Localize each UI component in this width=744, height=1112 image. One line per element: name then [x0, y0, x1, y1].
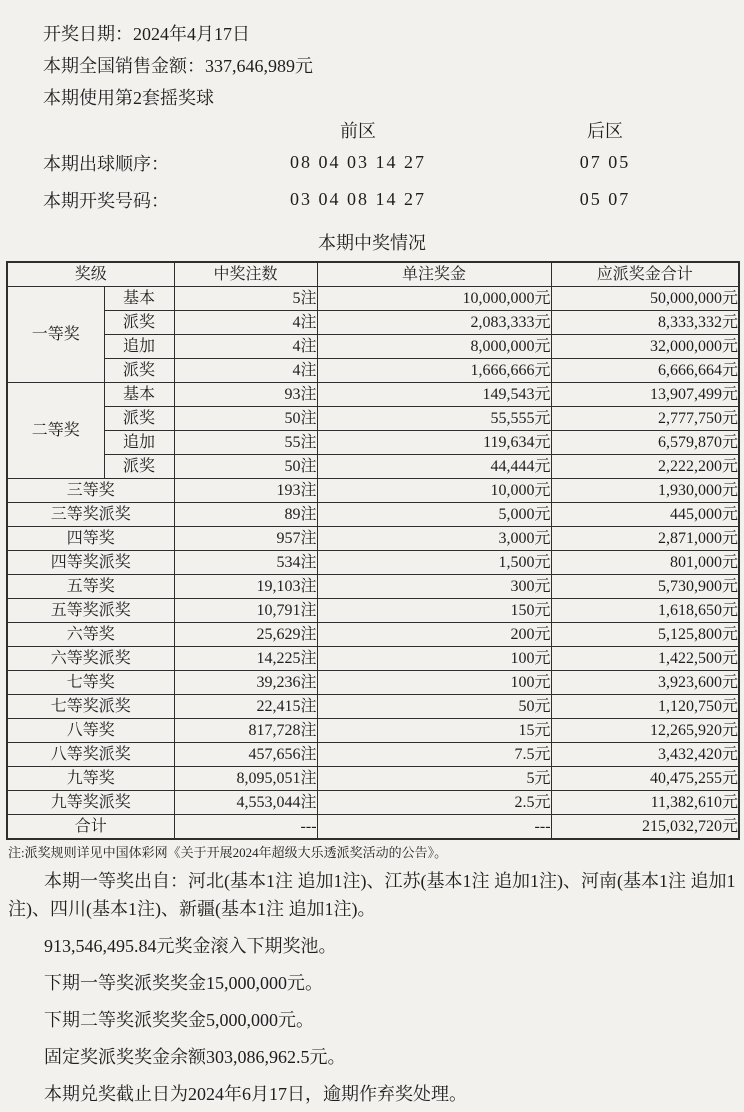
- prize-level-cell: 三等奖: [7, 479, 174, 503]
- table-header-row: [7, 262, 739, 287]
- sub-type-cell: 派奖: [104, 407, 174, 431]
- zone-head-gap: [483, 116, 520, 144]
- prize-level-cell: 四等奖: [7, 527, 174, 551]
- count-cell: 10,791注: [174, 599, 317, 623]
- ball-order-label: 本期出球顺序：: [43, 153, 169, 174]
- count-cell: 817,728注: [174, 719, 317, 743]
- total-cell: 2,777,750元: [551, 407, 739, 431]
- table-row: [7, 791, 739, 815]
- header-count: 中奖注数: [174, 262, 317, 287]
- total-cell: 11,382,610元: [551, 791, 739, 815]
- ball-set-line: 本期使用第2套摇奖球: [43, 88, 214, 108]
- draw-numbers-front: 03 04 08 14 27: [290, 189, 426, 209]
- table-row: [7, 575, 739, 599]
- header-total: 应派奖金合计: [551, 262, 739, 287]
- prize-cell: 150元: [317, 599, 551, 623]
- prize-cell: 5元: [317, 767, 551, 791]
- table-row: [7, 335, 739, 359]
- zones-section: [6, 116, 738, 218]
- ball-order-back-numbers: 07 05: [579, 152, 631, 172]
- table-row: [7, 407, 739, 431]
- prize-cell: 15元: [317, 719, 551, 743]
- prize-cell: 55,555元: [317, 407, 551, 431]
- total-cell: 1,930,000元: [551, 479, 739, 503]
- count-cell: 14,225注: [174, 647, 317, 671]
- table-row: [7, 695, 739, 719]
- draw-numbers-back: 05 07: [579, 189, 631, 209]
- count-cell: 50注: [174, 407, 317, 431]
- total-cell: 215,032,720元: [551, 815, 739, 840]
- prize-level-cell: 六等奖派奖: [7, 647, 174, 671]
- total-cell: 5,730,900元: [551, 575, 739, 599]
- prize-level-cell: 一等奖: [7, 287, 104, 383]
- prize-cell: 10,000元: [317, 479, 551, 503]
- table-row: [7, 455, 739, 479]
- front-zone-label: 前区: [340, 121, 376, 141]
- table-row: [7, 311, 739, 335]
- total-cell: 445,000元: [551, 503, 739, 527]
- table-row: [7, 599, 739, 623]
- prize-level-cell: 九等奖派奖: [7, 791, 174, 815]
- prize-cell: 1,666,666元: [317, 359, 551, 383]
- count-cell: 39,236注: [174, 671, 317, 695]
- prize-cell: 8,000,000元: [317, 335, 551, 359]
- total-cell: 13,907,499元: [551, 383, 739, 407]
- total-cell: 3,432,420元: [551, 743, 739, 767]
- total-cell: 32,000,000元: [551, 335, 739, 359]
- prize-cell: 50元: [317, 695, 551, 719]
- prize-cell: 200元: [317, 623, 551, 647]
- table-row: [7, 743, 739, 767]
- table-row: [7, 431, 739, 455]
- prize-level-cell: 合计: [7, 815, 174, 840]
- prize-level-cell: 七等奖派奖: [7, 695, 174, 719]
- count-cell: 5注: [174, 287, 317, 311]
- sub-type-cell: 追加: [104, 431, 174, 455]
- total-cell: 6,666,664元: [551, 359, 739, 383]
- prize-cell: 3,000元: [317, 527, 551, 551]
- total-cell: 2,222,200元: [551, 455, 739, 479]
- prize-cell: ---: [317, 815, 551, 840]
- zone-head-spacer: [6, 116, 233, 144]
- total-cell: 5,125,800元: [551, 623, 739, 647]
- draw-date-line: 开奖日期：2024年4月17日: [43, 24, 250, 44]
- total-cell: 12,265,920元: [551, 719, 739, 743]
- count-cell: 957注: [174, 527, 317, 551]
- table-row: [7, 719, 739, 743]
- prize-table-title: 本期中奖情况: [318, 233, 426, 253]
- count-cell: 55注: [174, 431, 317, 455]
- prize-level-cell: 四等奖派奖: [7, 551, 174, 575]
- prize-level-cell: 七等奖: [7, 671, 174, 695]
- total-cell: 6,579,870元: [551, 431, 739, 455]
- prize-cell: 149,543元: [317, 383, 551, 407]
- count-cell: 93注: [174, 383, 317, 407]
- count-cell: 4注: [174, 311, 317, 335]
- count-cell: 4注: [174, 359, 317, 383]
- count-cell: 193注: [174, 479, 317, 503]
- prize-cell: 1,500元: [317, 551, 551, 575]
- total-cell: 50,000,000元: [551, 287, 739, 311]
- prize-level-cell: 五等奖派奖: [7, 599, 174, 623]
- count-cell: 19,103注: [174, 575, 317, 599]
- header-level: 奖级: [7, 262, 174, 287]
- count-cell: 50注: [174, 455, 317, 479]
- table-row: [7, 671, 739, 695]
- prize-level-cell: 九等奖: [7, 767, 174, 791]
- prize-level-cell: 五等奖: [7, 575, 174, 599]
- table-row-total: [7, 815, 739, 840]
- rule-note: 注:派奖规则详见中国体彩网《关于开展2024年超级大乐透派奖活动的公告》。: [8, 845, 448, 860]
- total-cell: 1,120,750元: [551, 695, 739, 719]
- draw-numbers-gap: [483, 181, 520, 218]
- sub-type-cell: 派奖: [104, 359, 174, 383]
- table-row: [7, 383, 739, 407]
- footer-paragraphs: [6, 867, 738, 1108]
- claim-deadline-paragraph: 本期兑奖截止日为2024年6月17日，逾期作弃奖处理。: [44, 1084, 467, 1104]
- count-cell: 457,656注: [174, 743, 317, 767]
- prize-level-cell: 三等奖派奖: [7, 503, 174, 527]
- prize-cell: 100元: [317, 647, 551, 671]
- table-row: [7, 503, 739, 527]
- count-cell: 22,415注: [174, 695, 317, 719]
- table-row: [7, 623, 739, 647]
- back-zone-label: 后区: [587, 121, 623, 141]
- prize-level-cell: 八等奖派奖: [7, 743, 174, 767]
- table-row: [7, 479, 739, 503]
- count-cell: 4,553,044注: [174, 791, 317, 815]
- count-cell: 89注: [174, 503, 317, 527]
- count-cell: 8,095,051注: [174, 767, 317, 791]
- sub-type-cell: 派奖: [104, 311, 174, 335]
- prize-cell: 300元: [317, 575, 551, 599]
- draw-numbers-label: 本期开奖号码：: [43, 190, 169, 211]
- next-second-prize-bonus-paragraph: 下期二等奖派奖奖金5,000,000元。: [44, 1010, 314, 1030]
- fixed-prize-balance-paragraph: 固定奖派奖奖金余额303,086,962.5元。: [44, 1047, 346, 1067]
- table-row: [7, 359, 739, 383]
- next-first-prize-bonus-paragraph: 下期一等奖派奖奖金15,000,000元。: [44, 973, 323, 993]
- header-prize: 单注奖金: [317, 262, 551, 287]
- rollover-paragraph: 913,546,495.84元奖金滚入下期奖池。: [44, 936, 337, 956]
- ball-order-gap: [483, 144, 520, 181]
- first-prize-provinces-paragraph: 本期一等奖出自：河北(基本1注 追加1注)、江苏(基本1注 追加1注)、河南(基本1注 追加1注)、四川(基本1注)、新疆(基本1注 追加1注)。: [8, 871, 736, 919]
- count-cell: 25,629注: [174, 623, 317, 647]
- prize-cell: 7.5元: [317, 743, 551, 767]
- prize-level-cell: 二等奖: [7, 383, 104, 479]
- sub-type-cell: 派奖: [104, 455, 174, 479]
- table-row: [7, 767, 739, 791]
- prize-cell: 2,083,333元: [317, 311, 551, 335]
- sales-amount-line: 本期全国销售金额：337,646,989元: [43, 56, 313, 76]
- table-row: [7, 551, 739, 575]
- table-row: [7, 287, 739, 311]
- sub-type-cell: 追加: [104, 335, 174, 359]
- total-cell: 2,871,000元: [551, 527, 739, 551]
- prize-cell: 100元: [317, 671, 551, 695]
- prize-cell: 44,444元: [317, 455, 551, 479]
- table-row: [7, 527, 739, 551]
- prize-cell: 119,634元: [317, 431, 551, 455]
- total-cell: 801,000元: [551, 551, 739, 575]
- count-cell: 534注: [174, 551, 317, 575]
- count-cell: ---: [174, 815, 317, 840]
- total-cell: 8,333,332元: [551, 311, 739, 335]
- prize-level-cell: 八等奖: [7, 719, 174, 743]
- total-cell: 1,618,650元: [551, 599, 739, 623]
- total-cell: 3,923,600元: [551, 671, 739, 695]
- total-cell: 1,422,500元: [551, 647, 739, 671]
- sub-type-cell: 基本: [104, 383, 174, 407]
- table-row: [7, 647, 739, 671]
- prize-cell: 10,000,000元: [317, 287, 551, 311]
- prize-cell: 2.5元: [317, 791, 551, 815]
- prize-table: [6, 261, 740, 840]
- count-cell: 4注: [174, 335, 317, 359]
- sub-type-cell: 基本: [104, 287, 174, 311]
- ball-order-front-numbers: 08 04 03 14 27: [290, 152, 426, 172]
- total-cell: 40,475,255元: [551, 767, 739, 791]
- prize-cell: 5,000元: [317, 503, 551, 527]
- prize-level-cell: 六等奖: [7, 623, 174, 647]
